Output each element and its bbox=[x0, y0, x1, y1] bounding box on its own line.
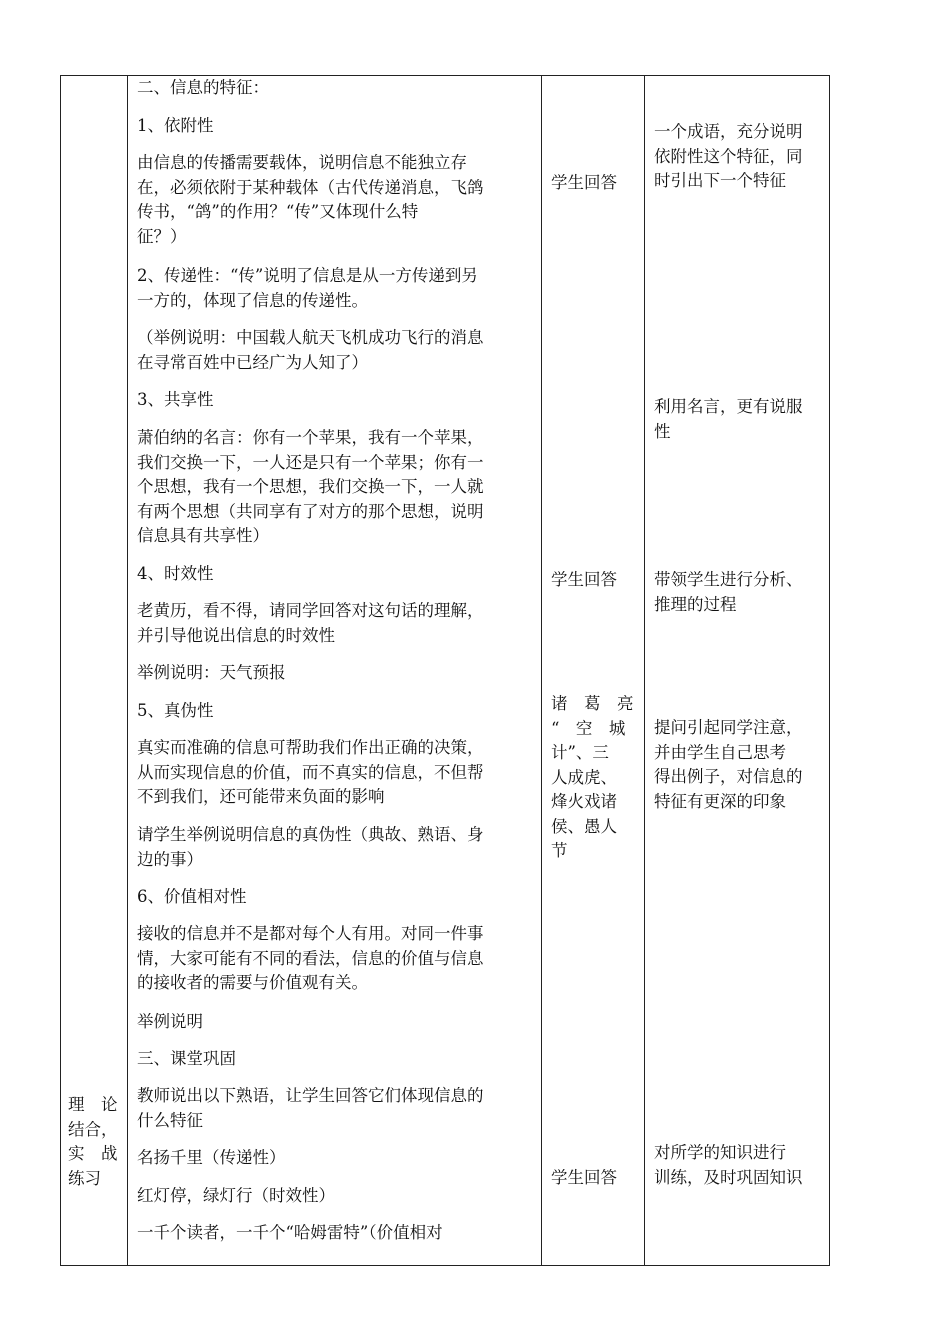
design-intent bbox=[654, 568, 826, 617]
student-activity-line: 诸 葛 亮 bbox=[551, 694, 634, 713]
design-intent bbox=[654, 120, 826, 194]
column-divider-2 bbox=[541, 75, 542, 1266]
content-line: 接收的信息并不是都对每个人有用。对同一件事 bbox=[137, 924, 484, 943]
content-item-dependency: 1、依附性 bbox=[137, 116, 214, 135]
design-intent-line: 提问引起同学注意， bbox=[654, 718, 803, 737]
student-activity-line: “ 空 城 bbox=[551, 718, 626, 738]
content-line: 真实而准确的信息可帮助我们作出正确的决策， bbox=[137, 738, 484, 757]
content-line: 情，大家可能有不同的看法，信息的价值与信息 bbox=[137, 948, 484, 968]
design-intent-line: 依附性这个特征，同 bbox=[654, 146, 803, 166]
content-line: 征？） bbox=[137, 226, 187, 246]
content-paragraph bbox=[137, 736, 537, 810]
content-line: 在寻常百姓中已经广为人知了） bbox=[137, 352, 368, 372]
design-intent-line: 性 bbox=[654, 421, 671, 441]
table-left-border bbox=[60, 75, 61, 1266]
content-heading-consolidation: 三、课堂巩固 bbox=[137, 1049, 236, 1068]
student-activity: 学生回答 bbox=[551, 570, 617, 589]
content-line: 一方的，体现了信息的传递性。 bbox=[137, 290, 368, 310]
idiom-item: 红灯停，绿灯行（时效性） bbox=[137, 1186, 335, 1205]
content-line: 请学生举例说明信息的真伪性（典故、熟语、身 bbox=[137, 825, 484, 844]
design-intent-line: 训练，及时巩固知识 bbox=[654, 1167, 803, 1187]
design-intent-line: 并由学生自己思考 bbox=[654, 742, 786, 762]
design-intent-line: 推理的过程 bbox=[654, 594, 737, 614]
content-line: 由信息的传播需要载体，说明信息不能独立存 bbox=[137, 153, 467, 172]
content-paragraph bbox=[137, 151, 537, 249]
content-paragraph bbox=[137, 264, 537, 313]
student-activity-line: 人成虎、 bbox=[551, 767, 617, 787]
design-intent-line: 利用名言，更有说服 bbox=[654, 397, 803, 416]
student-activity-line: 烽火戏诸 bbox=[551, 792, 617, 811]
design-intent-line: 带领学生进行分析、 bbox=[654, 570, 803, 589]
idiom-item: 名扬千里（传递性） bbox=[137, 1148, 286, 1167]
student-activity-line: 侯、愚人 bbox=[551, 816, 617, 836]
design-intent-line: 得出例子，对信息的 bbox=[654, 767, 803, 786]
design-intent-line: 时引出下一个特征 bbox=[654, 171, 786, 190]
idiom-item: 一千个读者，一千个“哈姆雷特”（价值相对 bbox=[137, 1223, 443, 1242]
content-paragraph bbox=[137, 426, 537, 549]
content-line: 什么特征 bbox=[137, 1110, 203, 1130]
content-example: 举例说明 bbox=[137, 1012, 203, 1031]
student-activity-line: 节 bbox=[551, 841, 568, 860]
content-line: 教师说出以下熟语，让学生回答它们体现信息的 bbox=[137, 1086, 484, 1105]
content-line: 在，必须依附于某种载体（古代传递消息，飞鸽 bbox=[137, 177, 484, 197]
phase-label bbox=[68, 1093, 122, 1191]
content-line: 传书，“鸽”的作用？“传”又体现什么特 bbox=[137, 202, 419, 221]
student-activity: 学生回答 bbox=[551, 173, 617, 192]
column-divider-1 bbox=[127, 75, 128, 1266]
content-line: 我们交换一下，一人还是只有一个苹果；你有一 bbox=[137, 452, 484, 472]
content-line: 从而实现信息的价值，而不真实的信息，不但帮 bbox=[137, 762, 484, 782]
design-intent bbox=[654, 1141, 826, 1190]
phase-label-line: 理 论 bbox=[68, 1095, 118, 1114]
content-paragraph bbox=[137, 1084, 537, 1133]
content-line: 并引导他说出信息的时效性 bbox=[137, 625, 335, 645]
design-intent-line: 特征有更深的印象 bbox=[654, 791, 786, 811]
content-line: （举例说明：中国载人航天飞机成功飞行的消息 bbox=[137, 328, 484, 347]
design-intent bbox=[654, 716, 826, 814]
table-right-border bbox=[829, 75, 830, 1266]
content-line: 老黄历，看不得，请同学回答对这句话的理解， bbox=[137, 601, 484, 620]
content-paragraph bbox=[137, 823, 537, 872]
student-activity-examples bbox=[551, 692, 639, 864]
column-divider-3 bbox=[644, 75, 645, 1266]
content-heading-features: 二、信息的特征： bbox=[137, 78, 269, 97]
content-item-relative-value: 6、价值相对性 bbox=[137, 887, 247, 906]
content-line: 边的事） bbox=[137, 849, 203, 869]
student-activity-line: 计”、三 bbox=[551, 743, 609, 762]
content-line: 信息具有共享性） bbox=[137, 526, 269, 545]
content-line: 2、传递性：“传”说明了信息是从一方传递到另 bbox=[137, 266, 478, 285]
phase-label-line: 实 战 bbox=[68, 1144, 118, 1163]
content-item-sharing: 3、共享性 bbox=[137, 390, 214, 409]
phase-label-line: 练习 bbox=[68, 1168, 101, 1188]
content-line: 有两个思想（共同享有了对方的那个思想，说明 bbox=[137, 501, 484, 521]
student-activity: 学生回答 bbox=[551, 1168, 617, 1187]
content-line: 不到我们，还可能带来负面的影响 bbox=[137, 787, 385, 806]
phase-label-line: 结合， bbox=[68, 1119, 118, 1139]
design-intent-line: 对所学的知识进行 bbox=[654, 1143, 786, 1162]
design-intent bbox=[654, 395, 826, 444]
content-item-authenticity: 5、真伪性 bbox=[137, 701, 214, 720]
content-line: 萧伯纳的名言：你有一个苹果，我有一个苹果， bbox=[137, 428, 484, 447]
content-paragraph bbox=[137, 326, 537, 375]
content-line: 个思想，我有一个思想，我们交换一下，一人就 bbox=[137, 477, 484, 496]
content-paragraph bbox=[137, 922, 537, 996]
table-bottom-border bbox=[60, 1265, 830, 1266]
content-item-timeliness: 4、时效性 bbox=[137, 564, 214, 583]
design-intent-line: 一个成语，充分说明 bbox=[654, 122, 803, 141]
content-example: 举例说明：天气预报 bbox=[137, 663, 286, 682]
content-line: 的接收者的需要与价值观有关。 bbox=[137, 973, 368, 992]
content-paragraph bbox=[137, 599, 537, 648]
